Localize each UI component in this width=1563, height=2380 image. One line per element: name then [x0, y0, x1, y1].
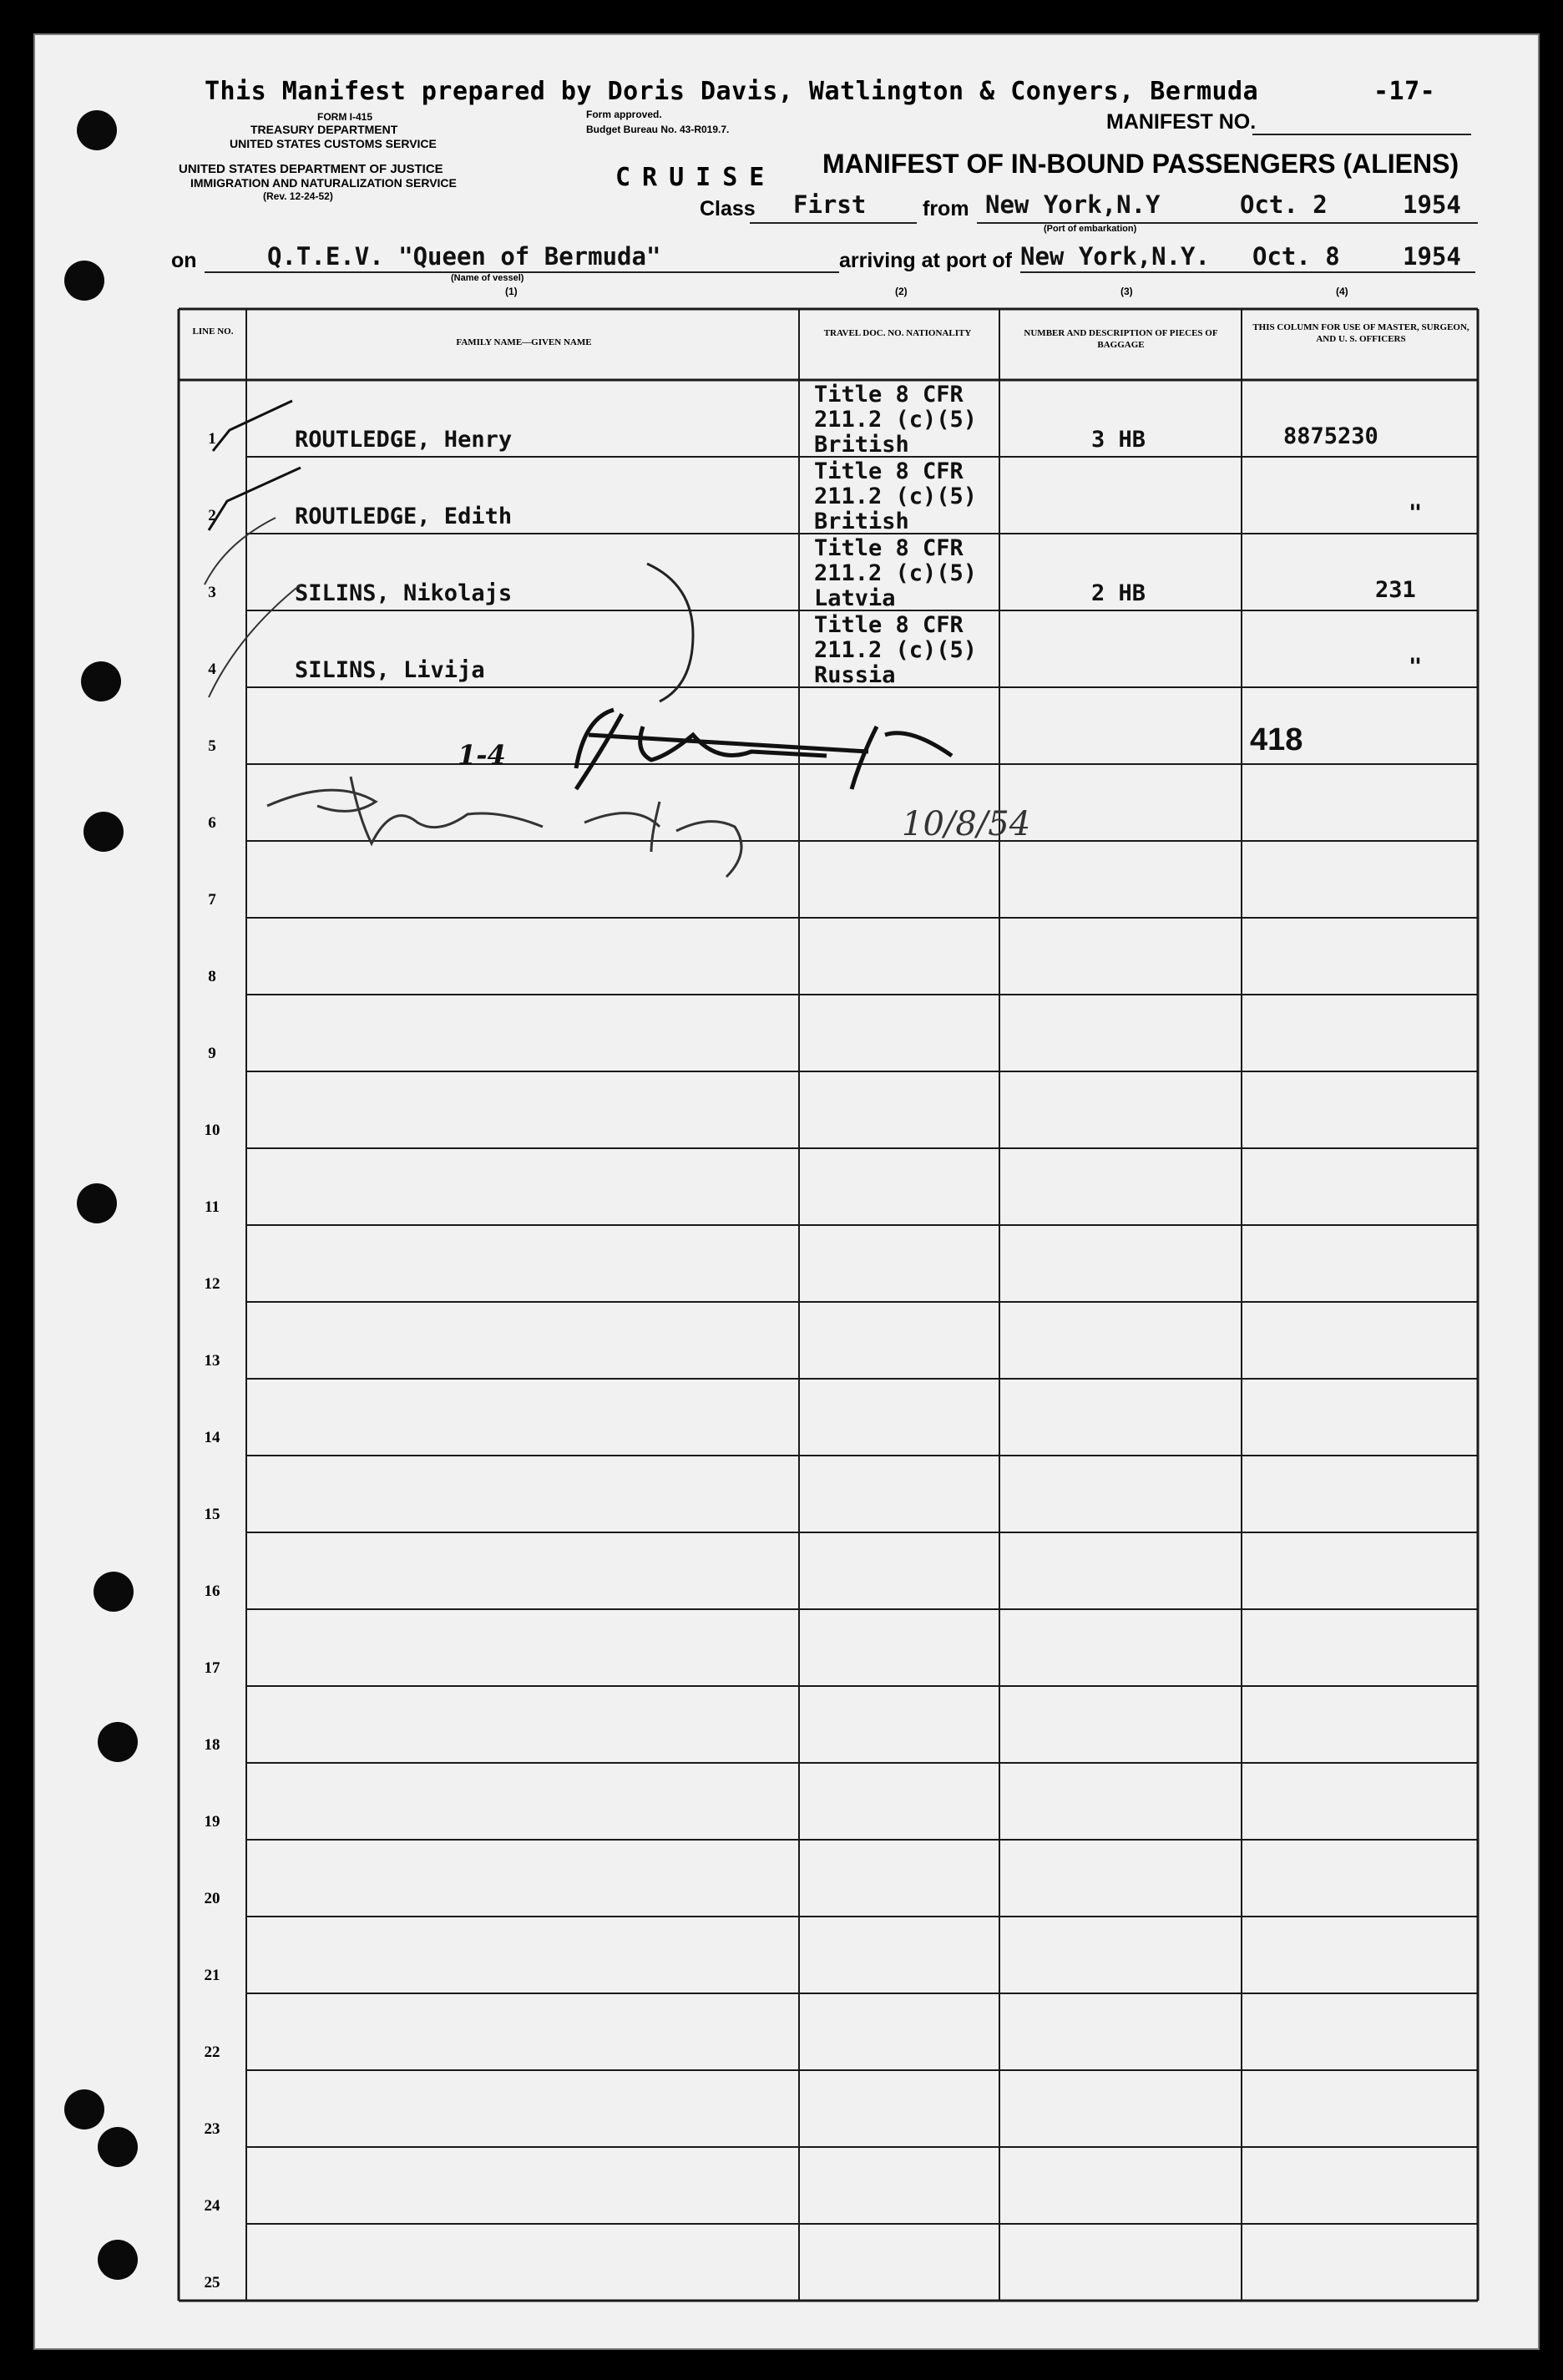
punch-hole [98, 1722, 138, 1762]
arriving-label: arriving at port of [839, 249, 1012, 272]
line-number: 10 [204, 1122, 220, 1139]
line-number: 13 [204, 1352, 220, 1370]
manifest-title: MANIFEST OF IN-BOUND PASSENGERS (ALIENS) [822, 149, 1459, 179]
immigration-service: IMMIGRATION AND NATURALIZATION SERVICE [190, 176, 457, 190]
line-number: 14 [204, 1429, 220, 1446]
col-header-name: FAMILY NAME—GIVEN NAME [456, 337, 592, 347]
budget-bureau: Budget Bureau No. 43-R019.7. [586, 124, 730, 135]
from-year: 1954 [1403, 190, 1461, 219]
line-number: 15 [204, 1506, 220, 1523]
travel-doc-line: Title 8 CFR [814, 458, 964, 484]
manifest-no-label: MANIFEST NO. [1106, 110, 1257, 134]
baggage-count: 2 HB [1091, 580, 1146, 606]
manifest-sheet [33, 33, 1540, 2350]
travel-doc-line: Title 8 CFR [814, 535, 964, 561]
line-number: 17 [204, 1659, 220, 1677]
line5-handwritten-range: 1-4 [458, 739, 506, 771]
arrival-year: 1954 [1403, 242, 1461, 271]
col-header-baggage: NUMBER AND DESCRIPTION OF PIECES OF BAGGAGE [1024, 328, 1218, 350]
officer-entry: 418 [1250, 722, 1303, 757]
travel-doc-line: 211.2 (c)(5) [814, 560, 978, 586]
travel-doc-line: Title 8 CFR [814, 612, 964, 638]
travel-doc-line: Title 8 CFR [814, 382, 964, 408]
treasury-dept: TREASURY DEPARTMENT [250, 123, 398, 136]
baggage-count: 3 HB [1091, 427, 1146, 453]
punch-hole [64, 2089, 104, 2129]
punch-hole [98, 2240, 138, 2280]
col-num-2: (2) [895, 286, 908, 297]
travel-doc-line: Russia [814, 662, 896, 688]
class-line [750, 222, 917, 224]
col-num-3: (3) [1120, 286, 1133, 297]
officer-entry: 8875230 [1283, 423, 1378, 449]
line-number: 11 [205, 1198, 220, 1216]
line-number: 8 [208, 968, 216, 985]
line-number: 5 [208, 737, 216, 755]
travel-doc-line: British [814, 509, 909, 534]
from-date: Oct. 2 [1240, 190, 1328, 219]
arrival-date: Oct. 8 [1252, 242, 1340, 271]
cruise-label: CRUISE [615, 163, 776, 192]
on-label: on [171, 249, 197, 272]
line-number: 25 [204, 2274, 220, 2291]
col-num-1: (1) [505, 286, 518, 297]
travel-doc-line: 211.2 (c)(5) [814, 637, 978, 663]
punch-hole [83, 812, 124, 852]
col-header-line-no: LINE NO. [192, 327, 234, 337]
arrival-line [1020, 271, 1475, 273]
line-number: 24 [204, 2197, 220, 2215]
officer-entry: " [1409, 654, 1423, 680]
vessel-caption: (Name of vessel) [451, 273, 524, 283]
line-number: 6 [208, 814, 216, 832]
punch-hole [94, 1572, 134, 1612]
col-header-travel-doc: TRAVEL DOC. NO. NATIONALITY [823, 328, 972, 338]
form-revision: (Rev. 12-24-52) [263, 190, 333, 202]
travel-doc-line: Latvia [814, 585, 896, 611]
manifest-no-line [1252, 134, 1471, 135]
line-number: 4 [208, 661, 216, 678]
line-number: 23 [204, 2120, 220, 2138]
travel-doc-line: British [814, 432, 909, 458]
prepared-by-line: This Manifest prepared by Doris Davis, Watlington & Conyers, Bermuda [205, 77, 1259, 106]
travel-doc-line: 211.2 (c)(5) [814, 484, 978, 509]
from-label: from [923, 197, 969, 220]
line-number: 3 [208, 584, 216, 601]
col-header-officers: THIS COLUMN FOR USE OF MASTER, SURGEON, AND U. S. OFFICERS [1252, 322, 1469, 344]
line-number: 19 [204, 1813, 220, 1831]
punch-hole [64, 261, 104, 301]
line-number: 1 [208, 430, 216, 448]
line-number: 20 [204, 1890, 220, 1907]
punch-hole [98, 2127, 138, 2167]
travel-doc-line: 211.2 (c)(5) [814, 407, 978, 433]
punch-hole [77, 1183, 117, 1223]
passenger-name: SILINS, Nikolajs [295, 580, 513, 606]
punch-hole [81, 661, 121, 701]
line-number: 16 [204, 1582, 220, 1600]
line-number: 9 [208, 1045, 216, 1062]
line-number: 7 [208, 891, 216, 909]
class-value: First [793, 190, 867, 219]
line-number: 21 [204, 1967, 220, 1984]
customs-service: UNITED STATES CUSTOMS SERVICE [230, 137, 437, 150]
line-number: 12 [204, 1275, 220, 1293]
passenger-name: ROUTLEDGE, Edith [295, 504, 513, 529]
page-number: -17- [1373, 77, 1436, 106]
line-number: 22 [204, 2043, 220, 2061]
form-number: FORM I-415 [317, 111, 373, 123]
line-number: 18 [204, 1736, 220, 1754]
col-num-4: (4) [1336, 286, 1348, 297]
passenger-name: ROUTLEDGE, Henry [295, 427, 513, 453]
form-approved: Form approved. [586, 109, 662, 120]
officer-entry: " [1409, 500, 1423, 526]
class-label: Class [700, 197, 756, 220]
justice-dept: UNITED STATES DEPARTMENT OF JUSTICE [179, 162, 443, 176]
vessel-name: Q.T.E.V. "Queen of Bermuda" [267, 242, 661, 271]
line6-handwritten-date: 10/8/54 [902, 805, 1031, 843]
passenger-name: SILINS, Livija [295, 657, 485, 683]
punch-hole [77, 110, 117, 150]
officer-entry: 231 [1375, 577, 1416, 603]
port-caption: (Port of embarkation) [1044, 224, 1137, 234]
arrival-port: New York,N.Y. [1020, 242, 1210, 271]
from-port: New York,N.Y [985, 190, 1161, 219]
line-number: 2 [208, 507, 216, 524]
